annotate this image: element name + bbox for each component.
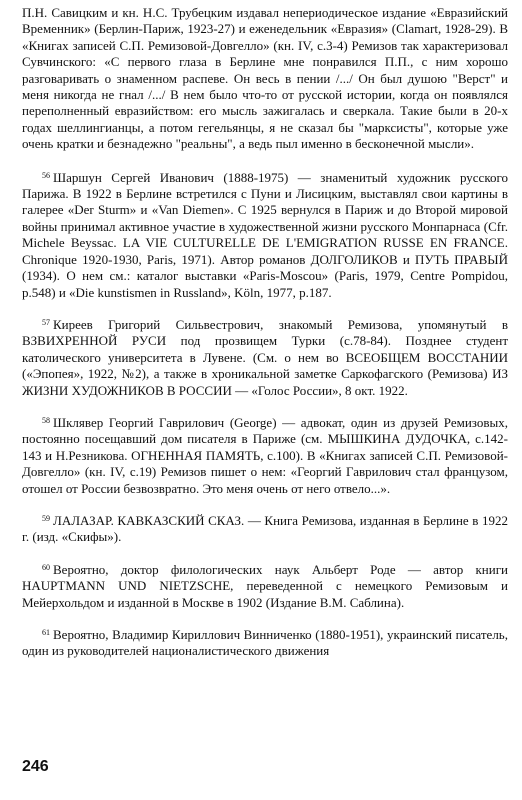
footnote-number: 60 [42,562,50,572]
footnote-paragraph [22,415,508,497]
footnote-text: Вероятно, Владимир Кириллович Винниченко (1880-1951), украинский писатель, один из руководителей националистического движения [22,627,508,659]
footnote-number: 58 [42,415,50,425]
footnote-text: Шаршун Сергей Иванович (1888-1975) — знаменитый художник русского Парижа. В 1922 в Берлине встретился с Пуни и Лисицким, выставлял свои картины в галерее «Der Sturm» и «Van Diemen». С 1925 вернулся в Париж и до Второй мировой войны принимал активное участие в художественной жизни русского Монпарнаса (Cfr. Michele Beyssac. LA VIE CULTURELLE DE L'EMIGRATION RUSSE EN FRANCE. Chronique 1920-1930, Paris, 1971). Автор романов ДОЛГОЛИКОВ и ПУТЬ ПРАВЫЙ (1934). О нем см.: каталог выставки «Paris-Moscou» (Paris, 1979, Centre Pompidou, p.548) и «Die kunstismen in Russland», Köln, 1977, p.187. [22,169,508,300]
page-number: 246 [22,758,49,775]
footnote-60 [22,562,508,611]
footnote-text: Вероятно, доктор филологических наук Альберт Роде — автор книги HAUPTMANN UND NIETZSCHE, переведенной с немецкого Ремизовым и Мейерхольдом и изданной в Москве в 1902 (Издание В.М. Саблина). [22,561,508,610]
footnote-61 [22,627,508,660]
footnote-paragraph [22,317,508,399]
footnote-paragraph [22,562,508,611]
footnote-text: П.Н. Савицким и кн. Н.С. Трубецким издавал непериодическое издание «Евразийский Временник» (Берлин-Париж, 1923-27) и еженедельник «Евразия» (Clamart, 1928-29). В «Книгах записей С.П. Ремизовой-Довгелло» (кн. IV, с.3-4) Ремизов так характеризовал Сувчинского: «С первого глаза в Берлине мне понравился П.П., с ним хорошо разговаривать о знаменном распеве. Он весь в пении /.../ Он был душою "Верст" и меня никогда не гнал /.../ В нем было что-то от русской истории, когда он появлялся переполненный евразийством: его мысль зажигалась и сверкала. Такие были в 20-х годах шеллингианцы, а потом гегельянцы, я не сказал бы "марксисты", которые уже очень кратки и безнадежно "реальны", а ведь пыл именно в бесконечной мысли». [22,5,508,152]
footnote-number: 57 [42,317,50,327]
footnote-number: 61 [42,628,50,637]
footnote-text: ЛАЛАЗАР. КАВКАЗСКИЙ СКАЗ. — Книга Ремизова, изданная в Берлине в 1922 г. (изд. «Скифы»). [22,512,508,545]
footnote-56 [22,170,508,301]
footnote-paragraph [22,170,508,301]
footnote-59 [22,513,508,546]
footnote-text: Шклявер Георгий Гаврилович (George) — адвокат, один из друзей Ремизовых, постоянно посещавший дом писателя в Париже (см. МЫШКИНА ДУДОЧКА, с.142-143 и Н.Резникова. ОГНЕННАЯ ПАМЯТЬ, с.100). В «Книгах записей С.П. Ремизовой-Довгелло» (кн. IV, с.19) Ремизов пишет о нем: «Георгий Гаврилович стал французом, отошел от России безвозвратно. Это меня очень от него отвело...». [22,414,508,496]
footnote-paragraph [22,513,508,546]
footnote-number: 59 [42,513,50,523]
footnote-paragraph [22,627,508,660]
footnote-58 [22,415,508,497]
footnote-text: Киреев Григорий Сильвестрович, знакомый Ремизова, упомянутый в ВЗВИХРЕННОЙ РУСИ под прозвищем Турки (с.78-84). Позднее студент католического университета в Лувене. (См. о нем во ВСЕОБЩЕМ ВОССТАНИИ («Эпопея», 1922, №2), а также в хроникальной заметке Саркофагского (Ремизова) ИЗ ЖИЗНИ ХУДОЖНИКОВ В РОССИИ — «Голос России», 8 окт. 1922. [22,316,508,398]
footnote-continuation [22,5,508,153]
footnote-57 [22,317,508,399]
footnote-number: 56 [42,170,50,180]
